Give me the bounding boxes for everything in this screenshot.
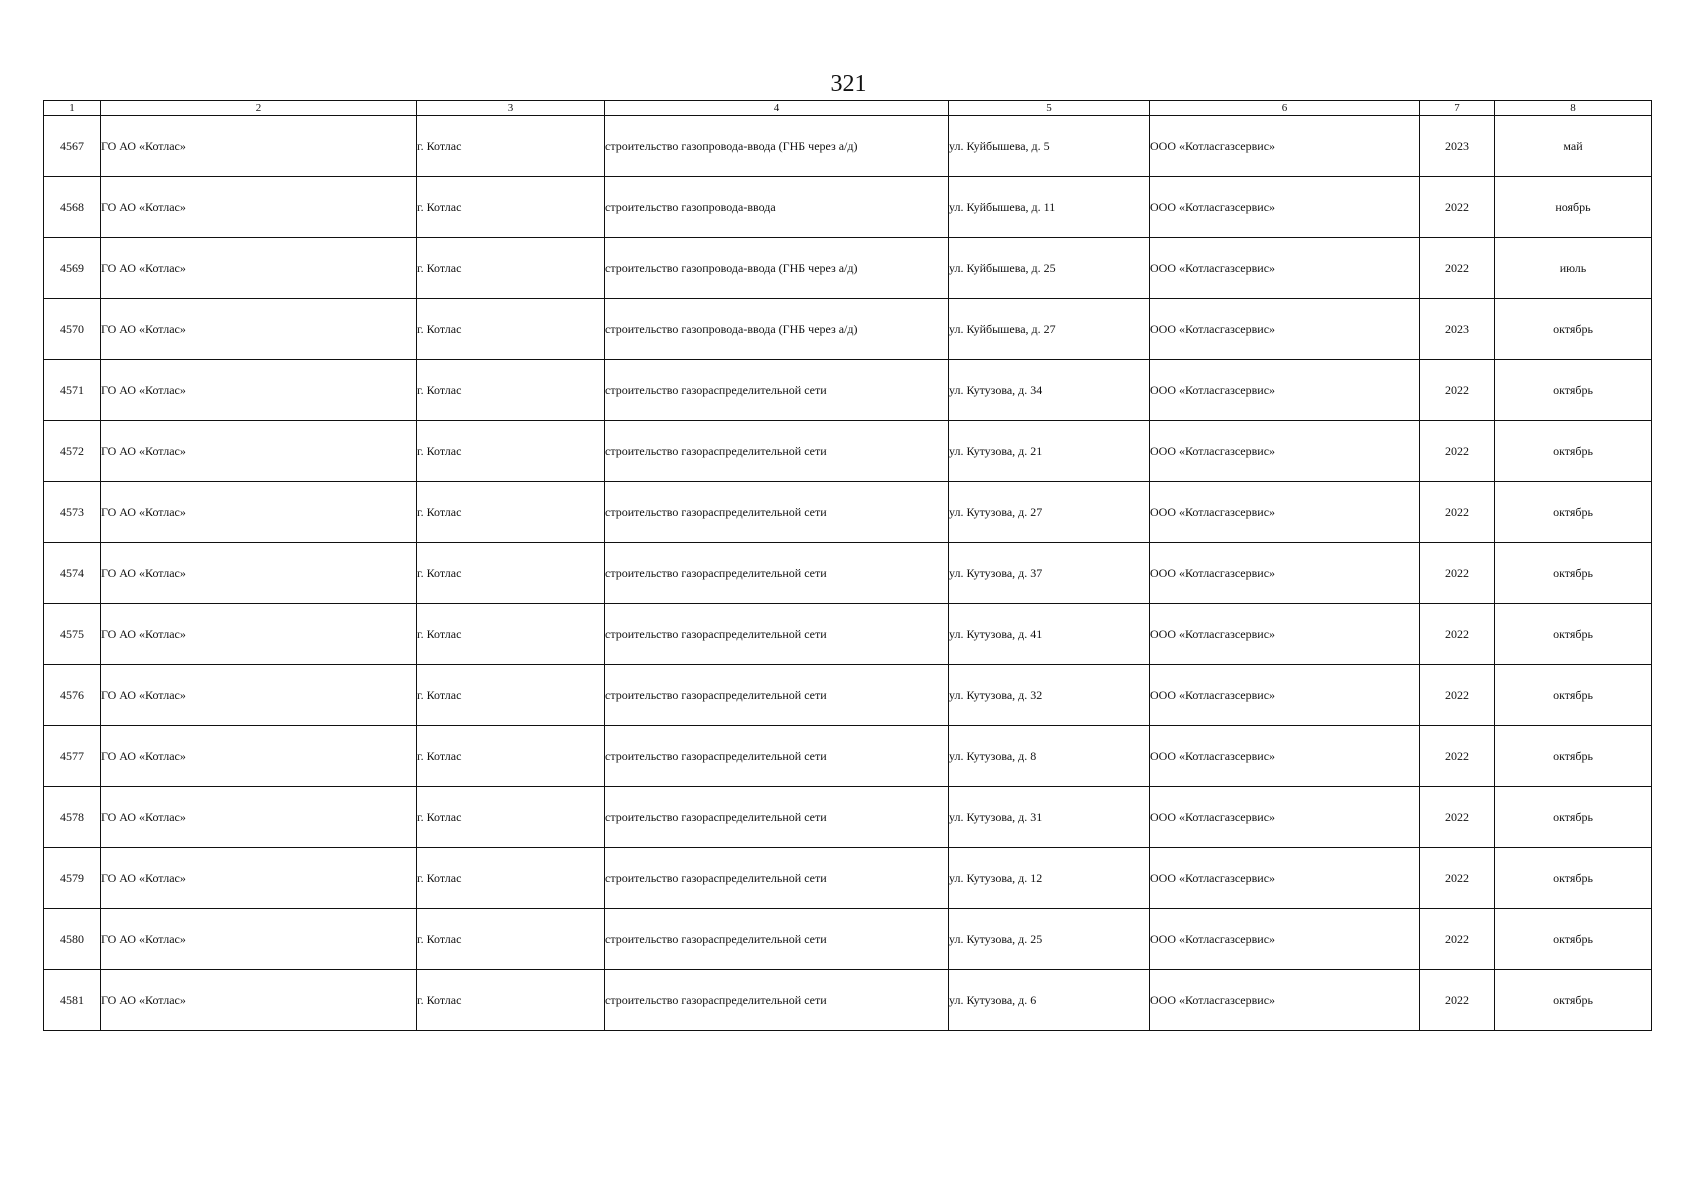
work-type-cell: строительство газораспределительной сети — [605, 665, 949, 726]
month-cell: октябрь — [1495, 543, 1652, 604]
year-cell: 2022 — [1420, 665, 1495, 726]
row-number-cell: 4569 — [44, 238, 101, 299]
work-type-cell: строительство газораспределительной сети — [605, 909, 949, 970]
column-header: 7 — [1420, 101, 1495, 116]
address-cell: ул. Кутузова, д. 31 — [949, 787, 1150, 848]
organization-cell: ООО «Котласгазсервис» — [1150, 665, 1420, 726]
address-cell: ул. Кутузова, д. 34 — [949, 360, 1150, 421]
organization-cell: ООО «Котласгазсервис» — [1150, 970, 1420, 1031]
municipality-cell: ГО АО «Котлас» — [101, 909, 417, 970]
organization-cell: ООО «Котласгазсервис» — [1150, 543, 1420, 604]
work-type-cell: строительство газопровода-ввода (ГНБ через а/д) — [605, 116, 949, 177]
table-row — [44, 604, 1652, 665]
month-cell: июль — [1495, 238, 1652, 299]
table-row — [44, 665, 1652, 726]
row-number-cell: 4579 — [44, 848, 101, 909]
address-cell: ул. Кутузова, д. 21 — [949, 421, 1150, 482]
address-cell: ул. Кутузова, д. 8 — [949, 726, 1150, 787]
municipality-cell: ГО АО «Котлас» — [101, 482, 417, 543]
organization-cell: ООО «Котласгазсервис» — [1150, 177, 1420, 238]
month-cell: октябрь — [1495, 970, 1652, 1031]
year-cell: 2022 — [1420, 787, 1495, 848]
settlement-cell: г. Котлас — [417, 482, 605, 543]
organization-cell: ООО «Котласгазсервис» — [1150, 421, 1420, 482]
settlement-cell: г. Котлас — [417, 116, 605, 177]
address-cell: ул. Куйбышева, д. 5 — [949, 116, 1150, 177]
organization-cell: ООО «Котласгазсервис» — [1150, 116, 1420, 177]
address-cell: ул. Куйбышева, д. 11 — [949, 177, 1150, 238]
year-cell: 2022 — [1420, 238, 1495, 299]
year-cell: 2023 — [1420, 299, 1495, 360]
address-cell: ул. Кутузова, д. 32 — [949, 665, 1150, 726]
table-row — [44, 909, 1652, 970]
settlement-cell: г. Котлас — [417, 543, 605, 604]
row-number-cell: 4568 — [44, 177, 101, 238]
month-cell: октябрь — [1495, 787, 1652, 848]
row-number-cell: 4570 — [44, 299, 101, 360]
organization-cell: ООО «Котласгазсервис» — [1150, 482, 1420, 543]
organization-cell: ООО «Котласгазсервис» — [1150, 726, 1420, 787]
work-type-cell: строительство газораспределительной сети — [605, 604, 949, 665]
address-cell: ул. Кутузова, д. 12 — [949, 848, 1150, 909]
table-row — [44, 848, 1652, 909]
year-cell: 2022 — [1420, 177, 1495, 238]
address-cell: ул. Куйбышева, д. 27 — [949, 299, 1150, 360]
municipality-cell: ГО АО «Котлас» — [101, 238, 417, 299]
table-row — [44, 726, 1652, 787]
settlement-cell: г. Котлас — [417, 970, 605, 1031]
table-row — [44, 177, 1652, 238]
year-cell: 2022 — [1420, 726, 1495, 787]
table-row — [44, 299, 1652, 360]
organization-cell: ООО «Котласгазсервис» — [1150, 238, 1420, 299]
municipality-cell: ГО АО «Котлас» — [101, 787, 417, 848]
settlement-cell: г. Котлас — [417, 360, 605, 421]
column-header: 1 — [44, 101, 101, 116]
row-number-cell: 4577 — [44, 726, 101, 787]
work-type-cell: строительство газораспределительной сети — [605, 970, 949, 1031]
column-header: 4 — [605, 101, 949, 116]
column-header: 6 — [1150, 101, 1420, 116]
municipality-cell: ГО АО «Котлас» — [101, 360, 417, 421]
work-type-cell: строительство газораспределительной сети — [605, 726, 949, 787]
table-row — [44, 787, 1652, 848]
row-number-cell: 4567 — [44, 116, 101, 177]
page-number: 321 — [830, 71, 867, 97]
month-cell: октябрь — [1495, 909, 1652, 970]
organization-cell: ООО «Котласгазсервис» — [1150, 848, 1420, 909]
address-cell: ул. Кутузова, д. 27 — [949, 482, 1150, 543]
work-type-cell: строительство газораспределительной сети — [605, 543, 949, 604]
organization-cell: ООО «Котласгазсервис» — [1150, 909, 1420, 970]
municipality-cell: ГО АО «Котлас» — [101, 665, 417, 726]
row-number-cell: 4578 — [44, 787, 101, 848]
work-type-cell: строительство газопровода-ввода (ГНБ через а/д) — [605, 238, 949, 299]
year-cell: 2022 — [1420, 970, 1495, 1031]
settlement-cell: г. Котлас — [417, 299, 605, 360]
table-row — [44, 360, 1652, 421]
month-cell: октябрь — [1495, 299, 1652, 360]
municipality-cell: ГО АО «Котлас» — [101, 116, 417, 177]
month-cell: май — [1495, 116, 1652, 177]
column-header: 3 — [417, 101, 605, 116]
work-type-cell: строительство газораспределительной сети — [605, 360, 949, 421]
data-table — [43, 100, 1652, 1031]
address-cell: ул. Кутузова, д. 41 — [949, 604, 1150, 665]
row-number-cell: 4573 — [44, 482, 101, 543]
month-cell: октябрь — [1495, 482, 1652, 543]
municipality-cell: ГО АО «Котлас» — [101, 726, 417, 787]
settlement-cell: г. Котлас — [417, 604, 605, 665]
column-header: 2 — [101, 101, 417, 116]
settlement-cell: г. Котлас — [417, 909, 605, 970]
year-cell: 2022 — [1420, 482, 1495, 543]
municipality-cell: ГО АО «Котлас» — [101, 970, 417, 1031]
settlement-cell: г. Котлас — [417, 726, 605, 787]
address-cell: ул. Кутузова, д. 25 — [949, 909, 1150, 970]
settlement-cell: г. Котлас — [417, 848, 605, 909]
municipality-cell: ГО АО «Котлас» — [101, 543, 417, 604]
table-row — [44, 116, 1652, 177]
year-cell: 2023 — [1420, 116, 1495, 177]
organization-cell: ООО «Котласгазсервис» — [1150, 299, 1420, 360]
settlement-cell: г. Котлас — [417, 177, 605, 238]
organization-cell: ООО «Котласгазсервис» — [1150, 360, 1420, 421]
settlement-cell: г. Котлас — [417, 665, 605, 726]
work-type-cell: строительство газопровода-ввода — [605, 177, 949, 238]
month-cell: октябрь — [1495, 848, 1652, 909]
work-type-cell: строительство газораспределительной сети — [605, 421, 949, 482]
table-row — [44, 543, 1652, 604]
year-cell: 2022 — [1420, 421, 1495, 482]
work-type-cell: строительство газораспределительной сети — [605, 787, 949, 848]
row-number-cell: 4571 — [44, 360, 101, 421]
month-cell: октябрь — [1495, 665, 1652, 726]
year-cell: 2022 — [1420, 909, 1495, 970]
year-cell: 2022 — [1420, 848, 1495, 909]
row-number-cell: 4581 — [44, 970, 101, 1031]
table-body — [44, 116, 1652, 1031]
address-cell: ул. Кутузова, д. 37 — [949, 543, 1150, 604]
settlement-cell: г. Котлас — [417, 787, 605, 848]
work-type-cell: строительство газораспределительной сети — [605, 482, 949, 543]
address-cell: ул. Кутузова, д. 6 — [949, 970, 1150, 1031]
month-cell: ноябрь — [1495, 177, 1652, 238]
work-type-cell: строительство газопровода-ввода (ГНБ через а/д) — [605, 299, 949, 360]
municipality-cell: ГО АО «Котлас» — [101, 177, 417, 238]
table-row — [44, 421, 1652, 482]
table-row — [44, 970, 1652, 1031]
settlement-cell: г. Котлас — [417, 421, 605, 482]
settlement-cell: г. Котлас — [417, 238, 605, 299]
year-cell: 2022 — [1420, 543, 1495, 604]
column-header: 8 — [1495, 101, 1652, 116]
year-cell: 2022 — [1420, 360, 1495, 421]
row-number-cell: 4574 — [44, 543, 101, 604]
table-row — [44, 482, 1652, 543]
municipality-cell: ГО АО «Котлас» — [101, 848, 417, 909]
work-type-cell: строительство газораспределительной сети — [605, 848, 949, 909]
header-row — [44, 101, 1652, 116]
municipality-cell: ГО АО «Котлас» — [101, 299, 417, 360]
month-cell: октябрь — [1495, 360, 1652, 421]
organization-cell: ООО «Котласгазсервис» — [1150, 787, 1420, 848]
month-cell: октябрь — [1495, 604, 1652, 665]
month-cell: октябрь — [1495, 421, 1652, 482]
month-cell: октябрь — [1495, 726, 1652, 787]
row-number-cell: 4575 — [44, 604, 101, 665]
row-number-cell: 4576 — [44, 665, 101, 726]
municipality-cell: ГО АО «Котлас» — [101, 421, 417, 482]
table-row — [44, 238, 1652, 299]
column-header: 5 — [949, 101, 1150, 116]
municipality-cell: ГО АО «Котлас» — [101, 604, 417, 665]
year-cell: 2022 — [1420, 604, 1495, 665]
address-cell: ул. Куйбышева, д. 25 — [949, 238, 1150, 299]
organization-cell: ООО «Котласгазсервис» — [1150, 604, 1420, 665]
row-number-cell: 4580 — [44, 909, 101, 970]
row-number-cell: 4572 — [44, 421, 101, 482]
